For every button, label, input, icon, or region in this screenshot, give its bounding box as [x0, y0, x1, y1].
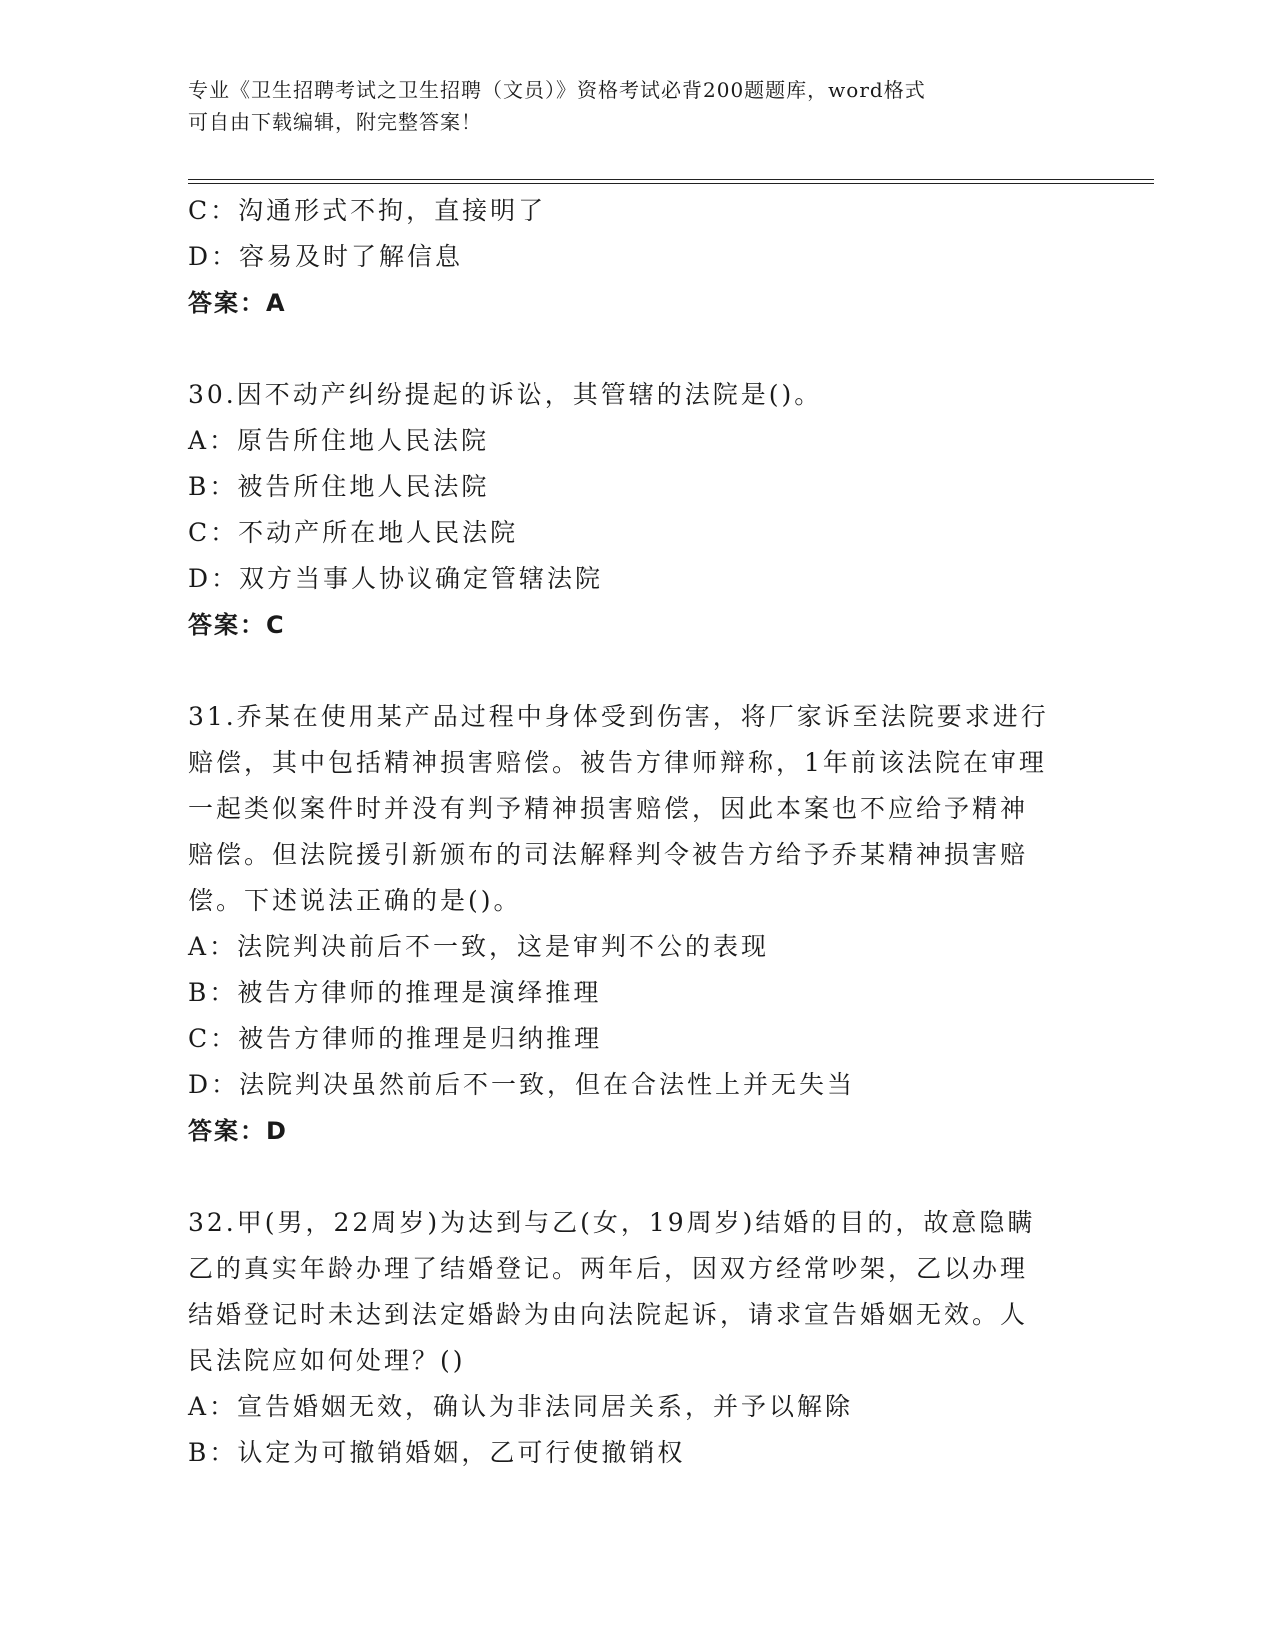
question-stem-line: 偿。下述说法正确的是()。 — [188, 886, 522, 915]
document-body — [188, 188, 1088, 1476]
option-b: B：认定为可撤销婚姻，乙可行使撤销权 — [188, 1438, 686, 1467]
option-a: A：宣告婚姻无效，确认为非法同居关系，并予以解除 — [188, 1392, 854, 1421]
question-stem-line: 31.乔某在使用某产品过程中身体受到伤害，将厂家诉至法院要求进行 — [188, 702, 1049, 731]
answer-label: 答案：A — [188, 289, 287, 317]
option-b: B：被告所住地人民法院 — [188, 472, 490, 501]
option-c: C：沟通形式不拘，直接明了 — [188, 196, 547, 225]
question-stem-line: 民法院应如何处理？() — [188, 1346, 466, 1375]
question-stem-line: 赔偿，其中包括精神损害赔偿。被告方律师辩称，1年前该法院在审理 — [188, 748, 1047, 777]
question-31 — [188, 694, 1088, 1154]
option-c: C：被告方律师的推理是归纳推理 — [188, 1024, 603, 1053]
question-29-continuation — [188, 188, 1088, 326]
document-header — [188, 74, 1088, 138]
question-stem-line: 32.甲(男，22周岁)为达到与乙(女，19周岁)结婚的目的，故意隐瞒 — [188, 1208, 1036, 1237]
option-c: C：不动产所在地人民法院 — [188, 518, 519, 547]
option-b: B：被告方律师的推理是演绎推理 — [188, 978, 602, 1007]
option-d: D：容易及时了解信息 — [188, 242, 464, 271]
option-a: A：原告所住地人民法院 — [188, 426, 490, 455]
header-line-2: 可自由下载编辑，附完整答案！ — [188, 110, 482, 134]
option-d: D：法院判决虽然前后不一致，但在合法性上并无失当 — [188, 1070, 856, 1099]
question-stem-line: 一起类似案件时并没有判予精神损害赔偿，因此本案也不应给予精神 — [188, 794, 1029, 823]
option-d: D：双方当事人协议确定管辖法院 — [188, 564, 604, 593]
question-stem: 30.因不动产纠纷提起的诉讼，其管辖的法院是()。 — [188, 380, 823, 409]
question-30 — [188, 372, 1088, 648]
question-stem-line: 结婚登记时未达到法定婚龄为由向法院起诉，请求宣告婚姻无效。人 — [188, 1300, 1029, 1329]
answer-label: 答案：C — [188, 611, 286, 639]
question-stem-line: 乙的真实年龄办理了结婚登记。两年后，因双方经常吵架，乙以办理 — [188, 1254, 1029, 1283]
answer-label: 答案：D — [188, 1117, 288, 1145]
question-stem-line: 赔偿。但法院援引新颁布的司法解释判令被告方给予乔某精神损害赔 — [188, 840, 1029, 869]
header-divider-top — [188, 179, 1154, 180]
option-a: A：法院判决前后不一致，这是审判不公的表现 — [188, 932, 770, 961]
header-divider-bottom — [188, 183, 1154, 184]
header-line-1: 专业《卫生招聘考试之卫生招聘（文员）》资格考试必背200题题库，word格式 — [188, 78, 926, 102]
question-32 — [188, 1200, 1088, 1476]
